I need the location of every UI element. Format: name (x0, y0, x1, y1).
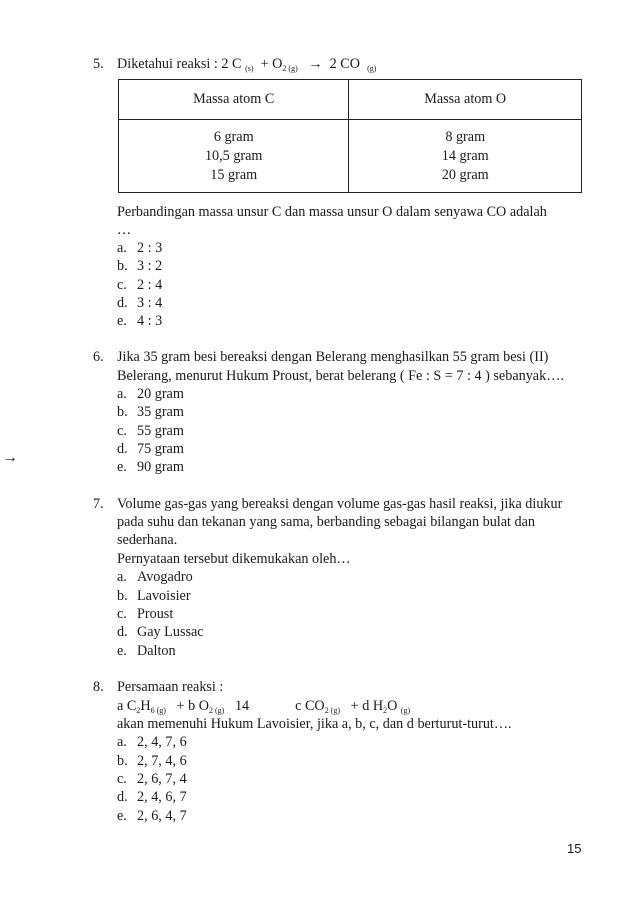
option-letter: c. (117, 771, 127, 787)
q6-option-e[interactable] (117, 459, 184, 476)
q8-line3: akan memenuhi Hukum Lavoisier, jika a, b, c, dan d berturut-turut…. (117, 716, 512, 732)
q5-option-b[interactable] (117, 258, 162, 275)
eq-sub: 2 (g) (208, 706, 225, 715)
q7-number: 7. (93, 496, 104, 512)
option-letter: b. (117, 753, 128, 769)
q8-option-e[interactable] (117, 808, 187, 825)
q8-number: 8. (93, 679, 104, 695)
q5-question-line1: Perbandingan massa unsur C dan massa unsur O dalam senyawa CO adalah (117, 204, 547, 220)
option-letter: d. (117, 295, 128, 311)
option-text: 2 : 4 (137, 277, 163, 293)
option-letter: c. (117, 423, 127, 439)
option-letter: a. (117, 569, 127, 585)
cell-c-0: 6 gram (213, 128, 254, 145)
q5-stem (117, 56, 376, 73)
q6-option-c[interactable] (117, 423, 184, 440)
option-letter: c. (117, 277, 127, 293)
reaction-arrow-icon: → (308, 56, 323, 72)
option-text: 2, 4, 7, 6 (137, 734, 187, 750)
option-text: 3 : 4 (137, 295, 163, 311)
eq-c: c CO (295, 698, 325, 714)
option-letter: e. (117, 808, 127, 824)
option-letter: d. (117, 441, 128, 457)
q8-option-c[interactable] (117, 771, 187, 788)
eq-sub: (g) (400, 706, 411, 715)
q6-line1: Jika 35 gram besi bereaksi dengan Belerang menghasilkan 55 gram besi (II) (117, 349, 549, 365)
eq-a: a C (117, 698, 137, 714)
q7-option-e[interactable] (117, 643, 176, 660)
eq-sub: 2 (383, 706, 388, 715)
option-letter: c. (117, 606, 127, 622)
q5-number: 5. (93, 56, 104, 72)
q8-equation (117, 698, 410, 715)
option-text: Gay Lussac (137, 624, 204, 640)
option-letter: e. (117, 643, 127, 659)
q6-option-a[interactable] (117, 386, 184, 403)
q5-product: 2 CO (329, 56, 361, 72)
option-letter: d. (117, 624, 128, 640)
cell-o-0: 8 gram (445, 128, 486, 145)
q5-option-e[interactable] (117, 313, 162, 330)
q8-option-d[interactable] (117, 789, 187, 806)
q8-line1: Persamaan reaksi : (117, 679, 224, 695)
q7-option-d[interactable] (117, 624, 204, 641)
q5-question-line2: … (117, 222, 132, 238)
eq-o: O (387, 698, 398, 714)
option-text: Dalton (137, 643, 176, 659)
option-letter: b. (117, 404, 128, 420)
eq-h: H (140, 698, 151, 714)
col-c-values (119, 120, 349, 193)
cell-c-2: 15 gram (210, 166, 258, 183)
q5-sub-s: (s) (245, 64, 254, 73)
cell-o-1: 14 gram (441, 147, 489, 164)
eq-sub: 6 (g) (150, 706, 166, 715)
option-text: Proust (137, 606, 174, 622)
margin-arrow-icon: → (2, 449, 18, 466)
q7-option-c[interactable] (117, 606, 173, 623)
eq-plus1: + b O (176, 698, 209, 714)
mass-table (118, 79, 582, 193)
q7-option-b[interactable] (117, 588, 191, 605)
option-text: 90 gram (137, 459, 184, 475)
eq-fourteen: 14 (234, 698, 250, 714)
option-text: 35 gram (137, 404, 184, 420)
q5-stem-text: Diketahui reaksi : 2 C (117, 56, 242, 72)
q6-line2: Belerang, menurut Hukum Proust, berat belerang ( Fe : S = 7 : 4 ) sebanyak…. (117, 368, 564, 384)
q8-option-b[interactable] (117, 753, 187, 770)
option-letter: d. (117, 789, 128, 805)
option-letter: a. (117, 734, 127, 750)
q5-sub-g: (g) (367, 64, 377, 73)
q5-option-d[interactable] (117, 295, 162, 312)
option-text: 3 : 2 (137, 258, 163, 274)
q5-sub-2g: 2 (g) (282, 64, 298, 73)
option-text: 75 gram (137, 441, 184, 457)
option-text: Avogadro (137, 569, 193, 585)
option-text: 55 gram (137, 423, 184, 439)
header-massa-o: Massa atom O (349, 80, 582, 120)
q6-option-b[interactable] (117, 404, 184, 421)
eq-plus2: + d H (350, 698, 384, 714)
q5-plus: + O (260, 56, 283, 72)
eq-sub: 2 (g) (324, 706, 341, 715)
q7-line4: Pernyataan tersebut dikemukakan oleh… (117, 551, 351, 567)
option-text: 20 gram (137, 386, 184, 402)
option-text: 2, 6, 4, 7 (137, 808, 187, 824)
page-number: 15 (567, 841, 582, 856)
header-massa-c: Massa atom C (119, 80, 349, 120)
q7-line3: sederhana. (117, 532, 178, 548)
option-text: 2 : 3 (137, 240, 163, 256)
option-text: 2, 6, 7, 4 (137, 771, 187, 787)
q7-line1: Volume gas-gas yang bereaksi dengan volume gas-gas hasil reaksi, jika diukur (117, 496, 563, 512)
q8-option-a[interactable] (117, 734, 187, 751)
option-letter: b. (117, 258, 128, 274)
cell-o-2: 20 gram (441, 166, 489, 183)
col-o-values (349, 120, 582, 193)
option-letter: a. (117, 386, 127, 402)
option-text: 2, 7, 4, 6 (137, 753, 187, 769)
cell-c-1: 10,5 gram (204, 147, 263, 164)
option-letter: a. (117, 240, 127, 256)
option-letter: e. (117, 313, 127, 329)
eq-sub: 2 (136, 706, 141, 715)
option-letter: e. (117, 459, 127, 475)
q6-number: 6. (93, 349, 104, 365)
q6-option-d[interactable] (117, 441, 184, 458)
option-text: 2, 4, 6, 7 (137, 789, 187, 805)
q5-option-a[interactable] (117, 240, 162, 257)
option-letter: b. (117, 588, 128, 604)
option-text: 4 : 3 (137, 313, 163, 329)
q7-option-a[interactable] (117, 569, 193, 586)
q5-option-c[interactable] (117, 277, 162, 294)
q7-line2: pada suhu dan tekanan yang sama, berbanding sebagai bilangan bulat dan (117, 514, 535, 530)
option-text: Lavoisier (137, 588, 191, 604)
